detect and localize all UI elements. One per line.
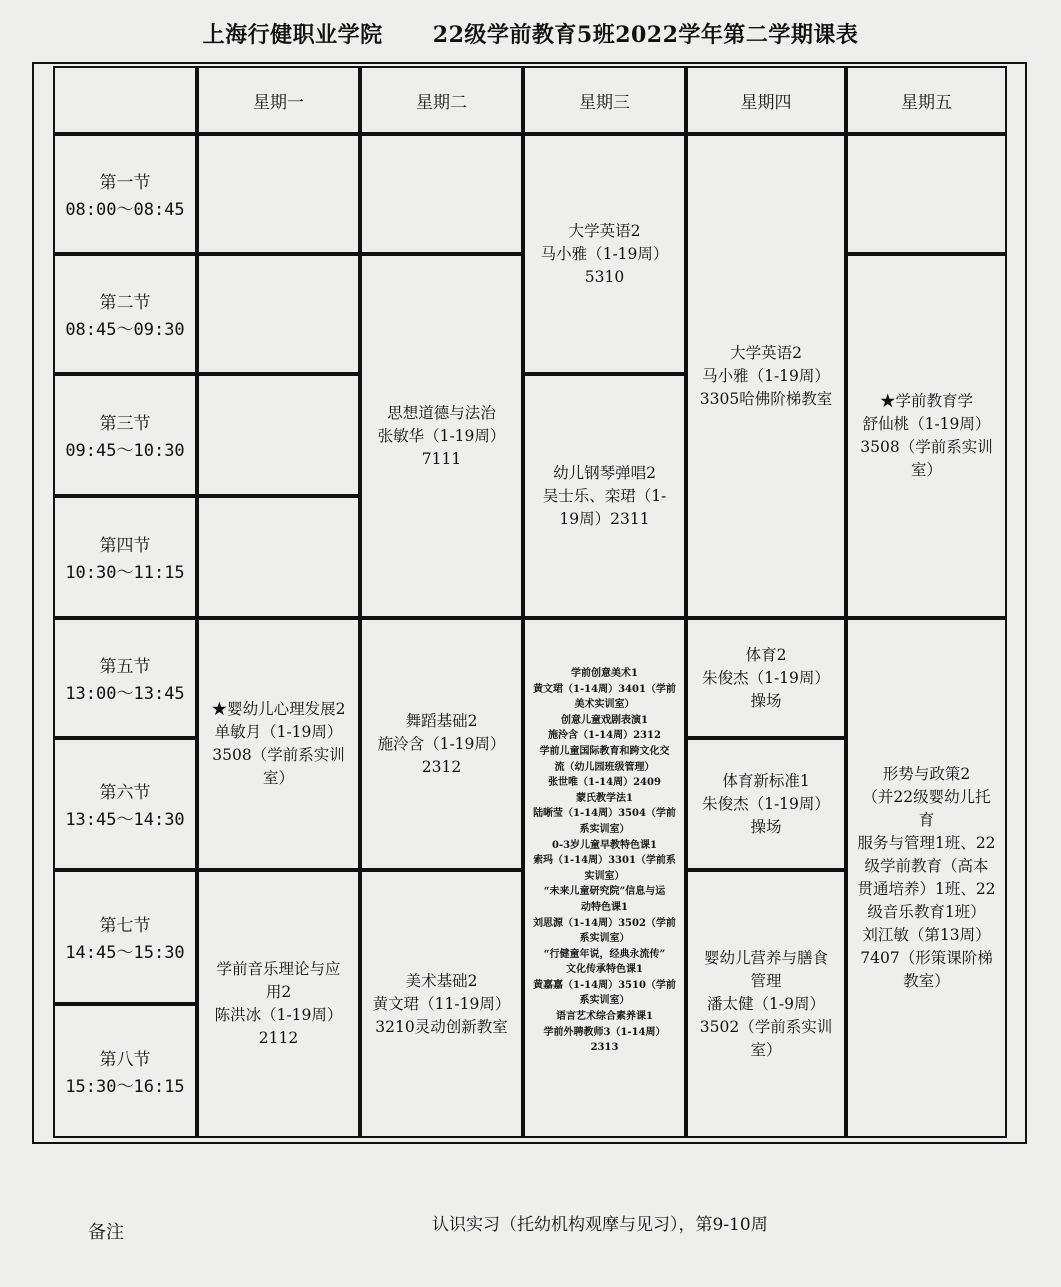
course-cell xyxy=(197,618,360,870)
empty-cell xyxy=(197,496,360,618)
course-line: 室） xyxy=(262,769,294,787)
empty-cell xyxy=(846,134,1007,254)
course-line: 朱俊杰（1-19周） xyxy=(702,794,830,813)
period-time: 08:00～08:45 xyxy=(65,200,185,220)
period-time: 09:45～10:30 xyxy=(65,441,185,461)
course-line: 幼儿钢琴弹唱2 xyxy=(553,463,656,482)
period-time: 08:45～09:30 xyxy=(65,320,185,340)
course-line: 7111 xyxy=(421,449,462,468)
course-cell xyxy=(360,254,523,618)
course-line: 朱俊杰（1-19周） xyxy=(702,668,830,687)
day-header: 星期一 xyxy=(197,66,360,134)
course-line: 服务与管理1班、22 xyxy=(857,834,996,852)
course-line: 黄嘉嘉（1-14周）3510（学前 xyxy=(533,979,676,991)
course-line: 流（幼儿园班级管理） xyxy=(554,761,655,773)
course-line: 5310 xyxy=(584,267,625,286)
course-line: 潘太健（1-9周） xyxy=(707,994,825,1013)
course-line: 蒙氏教学法1 xyxy=(576,792,633,804)
course-line: 黄文珺（1-14周）3401（学前 xyxy=(533,683,676,695)
course-line: 学前外聘教师3（1-14周） xyxy=(543,1026,666,1038)
course-cell xyxy=(197,870,360,1138)
course-line: 学前音乐理论与应 xyxy=(216,960,341,978)
period-label xyxy=(53,870,197,1004)
period-label xyxy=(53,134,197,254)
course-line: 室） xyxy=(750,1040,782,1059)
period-label xyxy=(53,254,197,374)
course-line: 3305哈佛阶梯教室 xyxy=(699,389,833,408)
course-cell xyxy=(846,618,1007,1138)
course-line: 婴幼儿营养与膳食 xyxy=(703,948,828,967)
course-line: （并22级婴幼儿托育 xyxy=(862,788,991,829)
day-header: 星期三 xyxy=(523,66,686,134)
course-line: 系实训室） xyxy=(579,933,630,945)
course-line: 施泠含（1-14周）2312 xyxy=(548,730,661,742)
period-time: 10:30～11:15 xyxy=(65,563,185,583)
course-line: 3508（学前系实训 xyxy=(860,438,993,456)
course-line: 动特色课1 xyxy=(581,901,628,913)
course-line: 马小雅（1-19周） xyxy=(540,244,669,263)
course-line: 19周）2311 xyxy=(559,509,650,528)
course-line: 舒仙桃（1-19周） xyxy=(862,415,991,433)
course-line: 体育新标准1 xyxy=(722,771,810,790)
course-cell xyxy=(523,134,686,374)
day-header: 星期二 xyxy=(360,66,523,134)
course-line: 系实训室） xyxy=(579,823,630,835)
course-cell xyxy=(523,374,686,618)
course-line: 陈洪冰（1-19周） xyxy=(214,1006,343,1024)
period-label xyxy=(53,1004,197,1138)
course-line: 操场 xyxy=(750,817,782,836)
course-line: “行健童年说，经典永流传” xyxy=(543,948,666,960)
course-line: 级学前教育（高本 xyxy=(864,857,989,875)
course-cell xyxy=(360,618,523,870)
period-time: 13:45～14:30 xyxy=(65,810,185,830)
empty-cell xyxy=(197,254,360,374)
period-name: 第六节 xyxy=(99,783,151,803)
period-name: 第二节 xyxy=(99,293,151,313)
course-line: 陆晰莹（1-14周）3504（学前 xyxy=(533,808,676,820)
course-line: ★学前教育学 xyxy=(879,392,973,410)
course-line: 系实训室） xyxy=(579,995,630,1007)
course-line: 张敏华（1-19周） xyxy=(377,426,506,445)
note-label: 备注 xyxy=(88,1222,124,1243)
course-line: 大学英语2 xyxy=(568,221,641,240)
empty-cell xyxy=(197,134,360,254)
course-line: 7407（形策课阶梯 xyxy=(860,949,993,967)
course-line: 体育2 xyxy=(745,645,787,664)
course-line: 学前儿童国际教育和跨文化交 xyxy=(539,745,670,757)
school-name: 上海行健职业学院 xyxy=(202,22,383,48)
course-line: 教室） xyxy=(903,972,950,990)
period-label xyxy=(53,618,197,738)
course-line: 室） xyxy=(910,461,942,479)
period-time: 15:30～16:15 xyxy=(65,1077,185,1097)
course-line: 操场 xyxy=(750,691,782,710)
day-header: 星期五 xyxy=(846,66,1007,134)
course-line: 实训室） xyxy=(584,870,625,882)
course-line: 0-3岁儿童早教特色课1 xyxy=(551,839,658,851)
period-label xyxy=(53,496,197,618)
schedule-title: 22级学前教育5班2022学年第二学期课表 xyxy=(432,22,859,48)
course-line: 创意儿童戏剧表演1 xyxy=(561,714,648,726)
course-line: 美术实训室） xyxy=(574,699,635,711)
course-line: 文化传承特色课1 xyxy=(566,964,643,976)
course-line: 大学英语2 xyxy=(730,343,802,362)
course-cell xyxy=(686,870,846,1138)
course-line: 语言艺术综合素养课1 xyxy=(556,1011,653,1023)
course-line: 索玛（1-14周）3301（学前系 xyxy=(533,855,676,867)
period-time: 13:00～13:45 xyxy=(65,684,185,704)
course-line: 吴士乐、栾珺（1- xyxy=(542,486,667,505)
course-line: 3508（学前系实训 xyxy=(212,746,345,764)
course-cell xyxy=(846,254,1007,618)
course-line: 思想道德与法治 xyxy=(387,403,496,422)
course-line: 3502（学前系实训 xyxy=(699,1017,833,1036)
empty-cell xyxy=(197,374,360,496)
course-line: 施泠含（1-19周） xyxy=(377,734,506,753)
course-cell xyxy=(686,134,846,618)
course-line: 美术基础2 xyxy=(405,971,478,990)
period-time: 14:45～15:30 xyxy=(65,943,185,963)
course-line: 刘江敏（第13周） xyxy=(862,926,991,944)
course-line: 3210灵动创新教室 xyxy=(375,1017,508,1036)
course-cell xyxy=(360,870,523,1138)
day-header: 星期四 xyxy=(686,66,846,134)
course-line: 刘思源（1-14周）3502（学前 xyxy=(533,917,676,929)
course-line: 贯通培养）1班、22 xyxy=(857,880,996,898)
course-line: 2312 xyxy=(421,757,462,776)
course-line: 黄文珺（11-19周） xyxy=(372,994,511,1013)
period-label xyxy=(53,738,197,870)
course-line: 2313 xyxy=(590,1042,619,1054)
course-line: 用2 xyxy=(265,983,292,1001)
period-name: 第七节 xyxy=(99,916,151,936)
course-line: 2112 xyxy=(258,1029,299,1047)
period-name: 第四节 xyxy=(99,536,151,556)
period-name: 第五节 xyxy=(99,657,151,677)
course-line: 单敏月（1-19周） xyxy=(214,723,343,741)
empty-cell xyxy=(360,134,523,254)
course-line: ★婴幼儿心理发展2 xyxy=(211,700,346,718)
header-corner xyxy=(53,66,197,134)
note-text: 认识实习（托幼机构观摩与见习），第9-10周 xyxy=(432,1215,768,1235)
course-line: 舞蹈基础2 xyxy=(405,711,478,730)
period-name: 第八节 xyxy=(99,1050,151,1070)
period-name: 第三节 xyxy=(99,414,151,434)
course-cell xyxy=(686,618,846,738)
course-line: 张世唯（1-14周）2409 xyxy=(548,777,661,789)
course-line: 形势与政策2 xyxy=(882,765,971,783)
course-line: “未来儿童研究院”信息与运 xyxy=(543,886,666,898)
page-title xyxy=(0,18,1061,49)
course-line: 级音乐教育1班） xyxy=(867,903,986,921)
course-line: 管理 xyxy=(750,971,782,990)
course-line: 马小雅（1-19周） xyxy=(702,366,830,385)
course-cell xyxy=(523,618,686,1138)
period-name: 第一节 xyxy=(99,173,151,193)
course-cell xyxy=(686,738,846,870)
course-line: 学前创意美术1 xyxy=(571,668,638,679)
period-label xyxy=(53,374,197,496)
